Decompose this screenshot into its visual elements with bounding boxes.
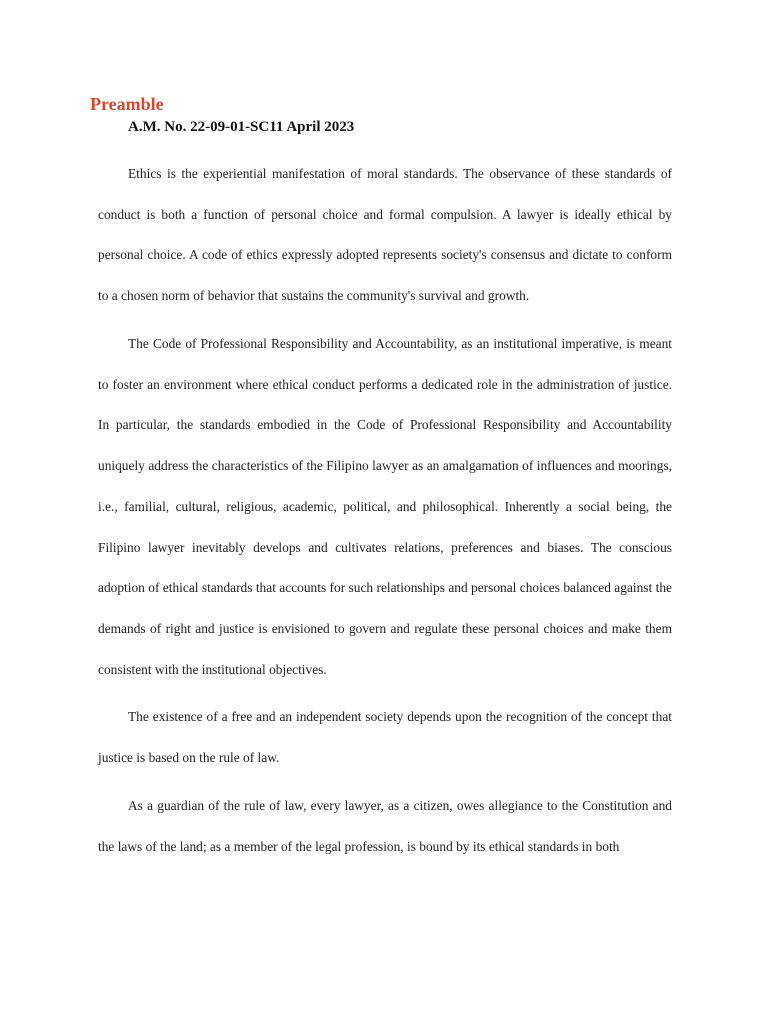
paragraph: The existence of a free and an independent society depends upon the recognition of the concept that justice is based on the rule of law. <box>98 709 672 765</box>
paragraph: The Code of Professional Responsibility and Accountability, as an institutional imperative, is meant to foster an environment where ethical conduct performs a dedicated role in the administration of justice. In particular, the standards embodied in the Code of Professional Responsibility and Accountability uniquely address the characteristics of the Filipino lawyer as an amalgamation of influences and moorings, i.e., familial, cultural, religious, academic, political, and philosophical. Inherently a social being, the Filipino lawyer inevitably develops and cultivates relations, preferences and biases. The conscious adoption of ethical standards that accounts for such relationships and personal choices balanced against the demands of right and justice is envisioned to govern and regulate these personal choices and make them consistent with the institutional objectives. <box>98 336 672 677</box>
paragraph: Ethics is the experiential manifestation of moral standards. The observance of these standards of conduct is both a function of personal choice and formal compulsion. A lawyer is ideally ethical by personal choice. A code of ethics expressly adopted represents society's consensus and dictate to conform to a chosen norm of behavior that sustains the community's survival and growth. <box>98 166 672 304</box>
paragraph: As a guardian of the rule of law, every lawyer, as a citizen, owes allegiance to the Constitution and the laws of the land; as a member of the legal profession, is bound by its ethical standards in both <box>98 798 672 854</box>
section-heading: Preamble <box>90 94 164 114</box>
document-reference: A.M. No. 22-09-01-SC11 April 2023 <box>128 119 355 135</box>
